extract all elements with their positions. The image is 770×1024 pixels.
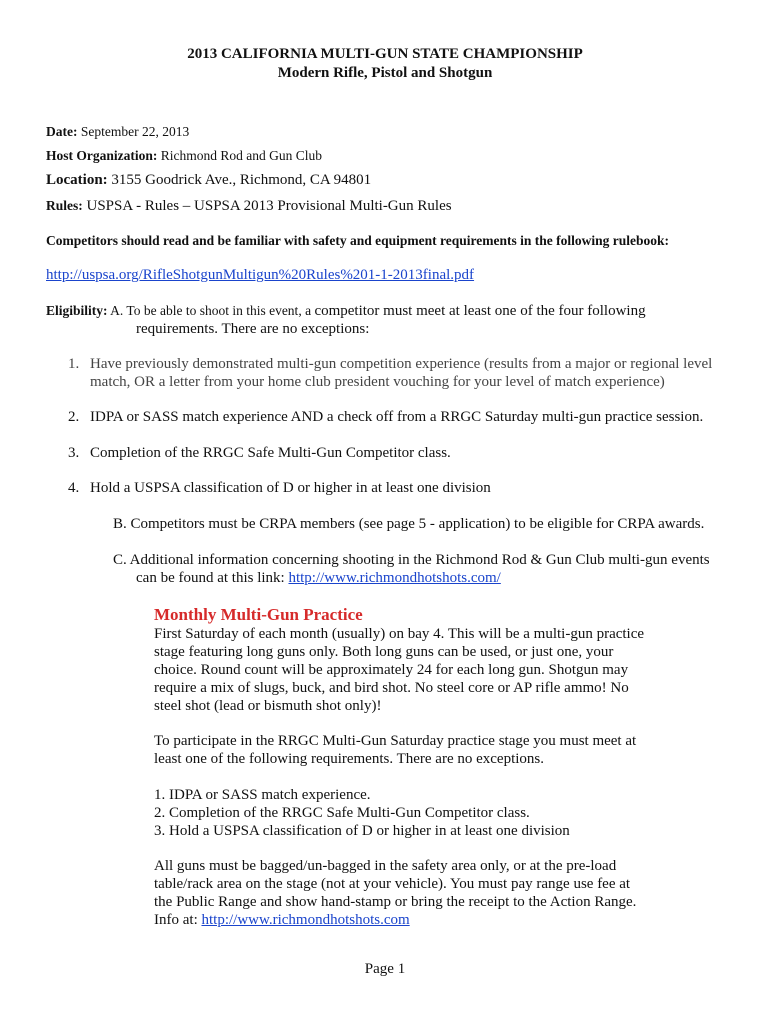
eligibility-c-line1: C. Additional information concerning shooting in the Richmond Rod & Gun Club multi-gun events	[113, 552, 710, 568]
practice-list-item-2: 2. Completion of the RRGC Safe Multi-Gun Competitor class.	[154, 805, 530, 821]
practice-para3-line2: table/rack area on the stage (not at your vehicle). You must pay range use fee at	[154, 876, 631, 892]
location-value: 3155 Goodrick Ave., Richmond, CA 94801	[111, 172, 372, 188]
practice-para1-line3: choice. Round count will be approximately 24 for each long gun. Shotgun may	[154, 662, 629, 678]
eligibility-c-line2	[136, 570, 501, 587]
eligibility-c-prefix: can be found at this link:	[136, 570, 289, 586]
practice-para1-line1: First Saturday of each month (usually) on bay 4. This will be a multi-gun practice	[154, 626, 645, 642]
page-subtitle: Modern Rifle, Pistol and Shotgun	[277, 65, 493, 81]
host-line	[46, 148, 322, 164]
practice-para1-line2: stage featuring long guns only. Both long guns can be used, or just one, your	[154, 644, 614, 660]
practice-para3-line1: All guns must be bagged/un-bagged in the safety area only, or at the pre-load	[154, 858, 617, 874]
practice-heading: Monthly Multi-Gun Practice	[154, 605, 363, 624]
requirement-1-line1: Have previously demonstrated multi-gun competition experience (results from a major or regional level	[90, 356, 713, 372]
richmond-hotshots-link[interactable]: http://www.richmondhotshots.com/	[288, 570, 501, 586]
practice-para1-line5: steel shot (lead or bismuth shot only)!	[154, 698, 382, 714]
rules-label: Rules:	[46, 198, 83, 213]
location-line	[46, 172, 371, 189]
rulebook-notice: Competitors should read and be familiar with safety and equipment requirements in the following rulebook:	[46, 233, 670, 248]
requirement-2-line1: IDPA or SASS match experience AND a check off from a RRGC Saturday multi-gun practice session.	[90, 409, 704, 425]
practice-info-link[interactable]: http://www.richmondhotshots.com	[201, 912, 410, 928]
location-label: Location:	[46, 172, 108, 188]
practice-info-prefix: Info at:	[154, 912, 202, 928]
eligibility-a-prefix: A. To be able to shoot in this event, a	[110, 303, 315, 318]
practice-para1-line4: require a mix of slugs, buck, and bird shot. No steel core or AP rifle ammo! No	[154, 680, 629, 696]
practice-list-item-3: 3. Hold a USPSA classification of D or higher in at least one division	[154, 823, 570, 839]
host-label: Host Organization:	[46, 148, 158, 163]
requirement-2-num: 2.	[68, 409, 80, 425]
practice-para2-line1: To participate in the RRGC Multi-Gun Saturday practice stage you must meet at	[154, 733, 637, 749]
requirement-4-line1: Hold a USPSA classification of D or higher in at least one division	[90, 480, 491, 496]
host-value: Richmond Rod and Gun Club	[160, 148, 322, 163]
requirement-3-line1: Completion of the RRGC Safe Multi-Gun Competitor class.	[90, 445, 451, 461]
requirement-1-line2: match, OR a letter from your home club president vouching for your level of match experience)	[90, 374, 665, 390]
rulebook-link[interactable]: http://uspsa.org/RifleShotgunMultigun%20Rules%201-1-2013final.pdf	[46, 267, 475, 283]
date-line	[46, 124, 189, 140]
practice-list-item-1: 1. IDPA or SASS match experience.	[154, 787, 371, 803]
requirement-1-num: 1.	[68, 356, 80, 372]
requirement-4-num: 4.	[68, 480, 80, 496]
rules-line	[46, 198, 452, 215]
eligibility-a-text: competitor must meet at least one of the four following	[314, 303, 646, 319]
eligibility-label: Eligibility:	[46, 303, 108, 318]
page-number: Page 1	[364, 961, 406, 977]
practice-para2-line2: least one of the following requirements. There are no exceptions.	[154, 751, 545, 767]
date-label: Date:	[46, 124, 78, 139]
rules-value: USPSA - Rules – USPSA 2013 Provisional Multi-Gun Rules	[86, 198, 452, 214]
practice-para3-line3: the Public Range and show hand-stamp or bring the receipt to the Action Range.	[154, 894, 637, 910]
page-title: 2013 CALIFORNIA MULTI-GUN STATE CHAMPIONSHIP	[187, 46, 583, 62]
eligibility-b: B. Competitors must be CRPA members (see page 5 - application) to be eligible for CRPA awards.	[113, 516, 705, 532]
eligibility-a-text-2: requirements. There are no exceptions:	[136, 321, 370, 337]
eligibility-a	[46, 303, 646, 320]
date-value: September 22, 2013	[80, 124, 190, 139]
practice-info-line	[154, 912, 410, 929]
requirement-3-num: 3.	[68, 445, 80, 461]
